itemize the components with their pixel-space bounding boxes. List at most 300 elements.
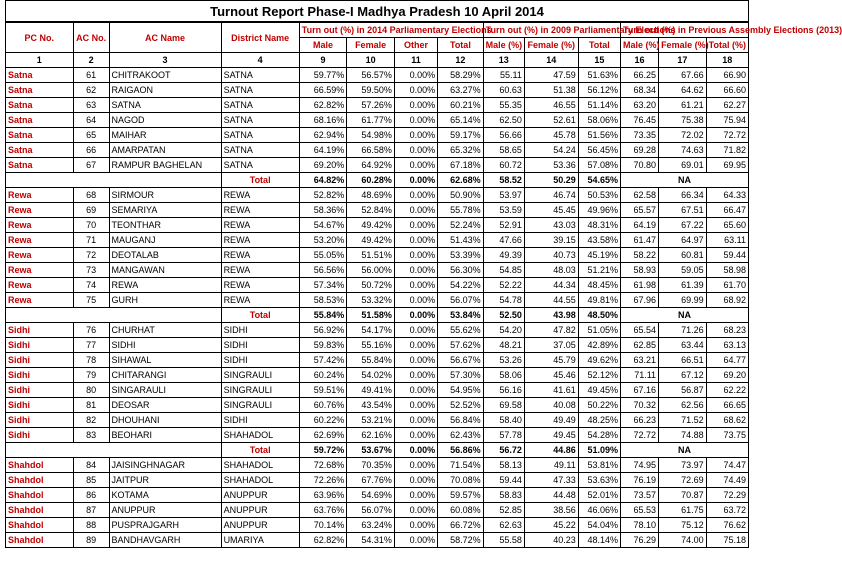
cell-male-2009: 52.22 (483, 278, 524, 293)
cell-ac-name: MAUGANJ (109, 233, 221, 248)
cell-ac-name: DHOUHANI (109, 413, 221, 428)
cell-male-2013: 70.32 (621, 398, 659, 413)
cell-ac-name: RAIGAON (109, 83, 221, 98)
cell-female-2013: 67.66 (659, 68, 707, 83)
cell-female-2014: 54.02% (347, 368, 395, 383)
cell-male-2009: 53.59 (483, 203, 524, 218)
cell-other-2014: 0.00% (394, 278, 437, 293)
column-number: 15 (578, 53, 620, 68)
cell-pc-name: Shahdol (6, 488, 74, 503)
cell-total-2009: 53.63% (578, 473, 620, 488)
cell-ac-number: 73 (73, 263, 109, 278)
total-2014: 53.84% (438, 308, 483, 323)
total-blank (6, 443, 222, 458)
cell-ac-number: 76 (73, 323, 109, 338)
cell-female-2013: 61.39 (659, 278, 707, 293)
cell-female-2014: 50.72% (347, 278, 395, 293)
cell-female-2014: 54.17% (347, 323, 395, 338)
cell-male-2013: 72.72 (621, 428, 659, 443)
total-other-2014: 0.00% (394, 308, 437, 323)
cell-total-2014: 65.14% (438, 113, 483, 128)
total-female-2009: 50.29 (524, 173, 578, 188)
total-row (6, 173, 749, 188)
cell-female-2013: 66.51 (659, 353, 707, 368)
cell-male-2013: 78.10 (621, 518, 659, 533)
cell-ac-number: 66 (73, 143, 109, 158)
cell-ac-number: 61 (73, 68, 109, 83)
cell-pc-name: Sidhi (6, 398, 74, 413)
cell-ac-number: 64 (73, 113, 109, 128)
cell-pc-name: Rewa (6, 188, 74, 203)
cell-total-2014: 50.90% (438, 188, 483, 203)
cell-total-2014: 55.62% (438, 323, 483, 338)
cell-female-2009: 45.46 (524, 368, 578, 383)
cell-male-2014: 62.69% (299, 428, 347, 443)
cell-total-2014: 54.22% (438, 278, 483, 293)
table-row (6, 83, 749, 98)
cell-male-2009: 58.65 (483, 143, 524, 158)
cell-ac-name: KOTAMA (109, 488, 221, 503)
table-row (6, 383, 749, 398)
cell-male-2009: 55.35 (483, 98, 524, 113)
cell-pc-name: Satna (6, 113, 74, 128)
cell-total-2013: 66.90 (706, 68, 748, 83)
table-row (6, 413, 749, 428)
cell-ac-number: 83 (73, 428, 109, 443)
cell-pc-name: Sidhi (6, 323, 74, 338)
cell-district-name: SINGRAULI (221, 383, 299, 398)
cell-female-2009: 49.45 (524, 428, 578, 443)
cell-ac-name: SATNA (109, 98, 221, 113)
cell-district-name: SIDHI (221, 413, 299, 428)
cell-female-2013: 62.56 (659, 398, 707, 413)
cell-ac-number: 74 (73, 278, 109, 293)
cell-female-2014: 49.41% (347, 383, 395, 398)
cell-total-2014: 65.32% (438, 143, 483, 158)
cell-male-2013: 74.95 (621, 458, 659, 473)
total-2013-na: NA (621, 443, 749, 458)
cell-other-2014: 0.00% (394, 368, 437, 383)
cell-total-2009: 49.81% (578, 293, 620, 308)
cell-pc-name: Satna (6, 83, 74, 98)
cell-district-name: SATNA (221, 128, 299, 143)
cell-female-2009: 40.08 (524, 398, 578, 413)
cell-total-2014: 59.57% (438, 488, 483, 503)
cell-female-2009: 40.23 (524, 533, 578, 548)
cell-female-2009: 38.56 (524, 503, 578, 518)
cell-female-2013: 69.99 (659, 293, 707, 308)
cell-ac-name: CHURHAT (109, 323, 221, 338)
cell-male-2009: 58.06 (483, 368, 524, 383)
cell-ac-number: 86 (73, 488, 109, 503)
cell-ac-number: 71 (73, 233, 109, 248)
table-body (6, 23, 842, 548)
cell-male-2013: 70.80 (621, 158, 659, 173)
cell-female-2014: 70.35% (347, 458, 395, 473)
cell-district-name: SIDHI (221, 323, 299, 338)
total-2014: 62.68% (438, 173, 483, 188)
header-ac-name: AC Name (109, 23, 221, 53)
cell-ac-number: 89 (73, 533, 109, 548)
cell-ac-name: RAMPUR BAGHELAN (109, 158, 221, 173)
total-female-2009: 44.86 (524, 443, 578, 458)
cell-male-2009: 48.21 (483, 338, 524, 353)
cell-female-2009: 45.78 (524, 128, 578, 143)
cell-total-2014: 60.21% (438, 98, 483, 113)
cell-male-2014: 64.19% (299, 143, 347, 158)
cell-male-2013: 65.53 (621, 503, 659, 518)
table-row (6, 203, 749, 218)
report-title: Turnout Report Phase-I Madhya Pradesh 10 April 2014 (5, 0, 749, 22)
cell-male-2009: 62.50 (483, 113, 524, 128)
cell-male-2014: 59.83% (299, 338, 347, 353)
cell-total-2009: 49.96% (578, 203, 620, 218)
column-number: 11 (394, 53, 437, 68)
cell-total-2013: 69.20 (706, 368, 748, 383)
cell-district-name: SIDHI (221, 338, 299, 353)
cell-other-2014: 0.00% (394, 473, 437, 488)
total-label: Total (221, 443, 299, 458)
cell-male-2013: 69.28 (621, 143, 659, 158)
table-row (6, 128, 749, 143)
cell-total-2013: 74.47 (706, 458, 748, 473)
cell-total-2009: 52.01% (578, 488, 620, 503)
table-row (6, 488, 749, 503)
cell-female-2009: 45.22 (524, 518, 578, 533)
cell-ac-name: NAGOD (109, 113, 221, 128)
cell-district-name: SHAHADOL (221, 458, 299, 473)
cell-female-2009: 54.24 (524, 143, 578, 158)
cell-ac-number: 63 (73, 98, 109, 113)
cell-male-2013: 62.85 (621, 338, 659, 353)
total-female-2014: 60.28% (347, 173, 395, 188)
cell-female-2013: 59.05 (659, 263, 707, 278)
cell-male-2013: 61.47 (621, 233, 659, 248)
cell-female-2009: 47.33 (524, 473, 578, 488)
cell-total-2009: 49.62% (578, 353, 620, 368)
cell-other-2014: 0.00% (394, 83, 437, 98)
total-female-2014: 51.58% (347, 308, 395, 323)
cell-other-2014: 0.00% (394, 383, 437, 398)
cell-total-2013: 75.94 (706, 113, 748, 128)
cell-female-2009: 44.48 (524, 488, 578, 503)
cell-male-2009: 54.85 (483, 263, 524, 278)
cell-other-2014: 0.00% (394, 188, 437, 203)
cell-male-2013: 76.29 (621, 533, 659, 548)
cell-other-2014: 0.00% (394, 413, 437, 428)
cell-male-2013: 58.93 (621, 263, 659, 278)
cell-ac-name: SIDHI (109, 338, 221, 353)
total-male-2014: 55.84% (299, 308, 347, 323)
cell-male-2014: 59.51% (299, 383, 347, 398)
cell-pc-name: Satna (6, 98, 74, 113)
cell-male-2013: 76.45 (621, 113, 659, 128)
cell-total-2009: 53.81% (578, 458, 620, 473)
column-number: 4 (221, 53, 299, 68)
cell-male-2013: 68.34 (621, 83, 659, 98)
cell-male-2014: 72.26% (299, 473, 347, 488)
cell-male-2013: 62.58 (621, 188, 659, 203)
cell-district-name: REWA (221, 293, 299, 308)
cell-male-2014: 59.77% (299, 68, 347, 83)
cell-female-2009: 46.74 (524, 188, 578, 203)
cell-female-2009: 44.55 (524, 293, 578, 308)
subheader-cell: Male (%) (621, 38, 659, 53)
cell-male-2009: 54.20 (483, 323, 524, 338)
header-ac-no: AC No. (73, 23, 109, 53)
cell-ac-name: GURH (109, 293, 221, 308)
cell-female-2014: 51.51% (347, 248, 395, 263)
cell-female-2014: 43.54% (347, 398, 395, 413)
cell-ac-name: MAIHAR (109, 128, 221, 143)
total-female-2014: 53.67% (347, 443, 395, 458)
cell-total-2013: 62.22 (706, 383, 748, 398)
table-row (6, 158, 749, 173)
total-female-2009: 43.98 (524, 308, 578, 323)
cell-male-2009: 53.97 (483, 188, 524, 203)
subheader-cell: Female (347, 38, 395, 53)
cell-female-2013: 67.51 (659, 203, 707, 218)
cell-female-2014: 56.00% (347, 263, 395, 278)
cell-male-2013: 71.11 (621, 368, 659, 383)
cell-male-2014: 68.16% (299, 113, 347, 128)
cell-total-2014: 71.54% (438, 458, 483, 473)
cell-male-2014: 52.82% (299, 188, 347, 203)
cell-district-name: SATNA (221, 113, 299, 128)
cell-total-2013: 58.98 (706, 263, 748, 278)
cell-district-name: REWA (221, 263, 299, 278)
subheader-cell: Other (394, 38, 437, 53)
table-row (6, 143, 749, 158)
cell-pc-name: Sidhi (6, 413, 74, 428)
cell-total-2009: 51.05% (578, 323, 620, 338)
cell-other-2014: 0.00% (394, 428, 437, 443)
cell-male-2009: 58.83 (483, 488, 524, 503)
cell-female-2013: 73.97 (659, 458, 707, 473)
cell-female-2013: 67.12 (659, 368, 707, 383)
header-2009-group: Turn out (%) in 2009 Parliamentary Elections (483, 23, 620, 38)
cell-female-2014: 55.84% (347, 353, 395, 368)
cell-total-2013: 69.95 (706, 158, 748, 173)
cell-female-2009: 48.03 (524, 263, 578, 278)
cell-pc-name: Rewa (6, 218, 74, 233)
cell-district-name: SHAHADOL (221, 428, 299, 443)
cell-female-2013: 60.81 (659, 248, 707, 263)
table-row (6, 113, 749, 128)
table-row (6, 338, 749, 353)
table-row (6, 353, 749, 368)
cell-male-2009: 56.16 (483, 383, 524, 398)
cell-total-2013: 66.47 (706, 203, 748, 218)
cell-male-2009: 69.58 (483, 398, 524, 413)
cell-ac-name: ANUPPUR (109, 503, 221, 518)
cell-total-2014: 59.17% (438, 128, 483, 143)
cell-male-2014: 63.96% (299, 488, 347, 503)
total-2009: 51.09% (578, 443, 620, 458)
cell-total-2009: 52.12% (578, 368, 620, 383)
cell-pc-name: Shahdol (6, 518, 74, 533)
cell-male-2009: 52.91 (483, 218, 524, 233)
cell-total-2013: 63.13 (706, 338, 748, 353)
cell-ac-name: TEONTHAR (109, 218, 221, 233)
subheader-cell: Total (%) (706, 38, 748, 53)
cell-male-2009: 49.39 (483, 248, 524, 263)
cell-other-2014: 0.00% (394, 518, 437, 533)
cell-female-2014: 54.69% (347, 488, 395, 503)
cell-ac-name: DEOTALAB (109, 248, 221, 263)
cell-male-2009: 54.78 (483, 293, 524, 308)
cell-total-2013: 74.49 (706, 473, 748, 488)
cell-female-2013: 69.01 (659, 158, 707, 173)
table-row (6, 188, 749, 203)
cell-total-2009: 58.06% (578, 113, 620, 128)
cell-male-2014: 62.82% (299, 533, 347, 548)
cell-female-2013: 67.22 (659, 218, 707, 233)
cell-pc-name: Shahdol (6, 533, 74, 548)
cell-other-2014: 0.00% (394, 128, 437, 143)
cell-male-2009: 59.44 (483, 473, 524, 488)
cell-ac-number: 80 (73, 383, 109, 398)
cell-male-2014: 63.76% (299, 503, 347, 518)
cell-total-2014: 66.72% (438, 518, 483, 533)
cell-other-2014: 0.00% (394, 218, 437, 233)
cell-ac-number: 67 (73, 158, 109, 173)
cell-female-2014: 57.26% (347, 98, 395, 113)
table-row (6, 263, 749, 278)
cell-other-2014: 0.00% (394, 293, 437, 308)
table-row (6, 533, 749, 548)
cell-male-2009: 47.66 (483, 233, 524, 248)
cell-male-2013: 61.98 (621, 278, 659, 293)
cell-female-2013: 74.63 (659, 143, 707, 158)
cell-female-2009: 45.45 (524, 203, 578, 218)
cell-total-2009: 50.53% (578, 188, 620, 203)
cell-male-2013: 63.20 (621, 98, 659, 113)
cell-ac-name: AMARPATAN (109, 143, 221, 158)
column-number: 1 (6, 53, 74, 68)
cell-ac-number: 75 (73, 293, 109, 308)
cell-district-name: REWA (221, 248, 299, 263)
cell-total-2014: 60.08% (438, 503, 483, 518)
cell-pc-name: Rewa (6, 278, 74, 293)
cell-female-2014: 55.16% (347, 338, 395, 353)
header-2014-group: Turn out (%) in 2014 Parliamentary Elections (299, 23, 483, 38)
cell-female-2014: 52.84% (347, 203, 395, 218)
cell-total-2009: 48.14% (578, 533, 620, 548)
cell-ac-number: 77 (73, 338, 109, 353)
cell-total-2014: 56.30% (438, 263, 483, 278)
cell-total-2013: 64.77 (706, 353, 748, 368)
cell-district-name: SINGRAULI (221, 398, 299, 413)
cell-male-2009: 55.11 (483, 68, 524, 83)
cell-female-2014: 49.42% (347, 233, 395, 248)
cell-district-name: ANUPPUR (221, 503, 299, 518)
cell-other-2014: 0.00% (394, 203, 437, 218)
cell-total-2009: 50.22% (578, 398, 620, 413)
cell-male-2009: 53.26 (483, 353, 524, 368)
cell-district-name: SATNA (221, 83, 299, 98)
cell-male-2013: 58.22 (621, 248, 659, 263)
cell-total-2014: 57.62% (438, 338, 483, 353)
cell-male-2009: 60.63 (483, 83, 524, 98)
cell-total-2009: 51.56% (578, 128, 620, 143)
cell-male-2009: 60.72 (483, 158, 524, 173)
column-number: 14 (524, 53, 578, 68)
total-male-2009: 58.52 (483, 173, 524, 188)
cell-total-2009: 51.21% (578, 263, 620, 278)
cell-other-2014: 0.00% (394, 233, 437, 248)
cell-female-2013: 75.12 (659, 518, 707, 533)
cell-female-2013: 72.02 (659, 128, 707, 143)
cell-male-2014: 60.24% (299, 368, 347, 383)
cell-pc-name: Rewa (6, 248, 74, 263)
cell-pc-name: Shahdol (6, 503, 74, 518)
cell-female-2009: 43.03 (524, 218, 578, 233)
cell-female-2014: 48.69% (347, 188, 395, 203)
cell-other-2014: 0.00% (394, 503, 437, 518)
table-row (6, 503, 749, 518)
cell-ac-number: 68 (73, 188, 109, 203)
table-row (6, 248, 749, 263)
cell-male-2013: 65.57 (621, 203, 659, 218)
total-other-2014: 0.00% (394, 443, 437, 458)
cell-female-2013: 66.34 (659, 188, 707, 203)
cell-ac-number: 85 (73, 473, 109, 488)
column-number: 17 (659, 53, 707, 68)
cell-other-2014: 0.00% (394, 338, 437, 353)
subheader-cell: Female (%) (524, 38, 578, 53)
cell-total-2013: 61.70 (706, 278, 748, 293)
cell-male-2014: 70.14% (299, 518, 347, 533)
cell-male-2009: 56.66 (483, 128, 524, 143)
cell-ac-number: 81 (73, 398, 109, 413)
cell-other-2014: 0.00% (394, 533, 437, 548)
cell-total-2014: 52.52% (438, 398, 483, 413)
cell-ac-name: REWA (109, 278, 221, 293)
cell-total-2013: 68.62 (706, 413, 748, 428)
cell-total-2009: 51.14% (578, 98, 620, 113)
cell-pc-name: Rewa (6, 233, 74, 248)
cell-female-2014: 67.76% (347, 473, 395, 488)
cell-female-2009: 49.49 (524, 413, 578, 428)
total-other-2014: 0.00% (394, 173, 437, 188)
cell-female-2009: 40.73 (524, 248, 578, 263)
header-pc-no: PC No. (6, 23, 74, 53)
cell-total-2014: 57.30% (438, 368, 483, 383)
cell-total-2013: 59.44 (706, 248, 748, 263)
cell-male-2013: 73.35 (621, 128, 659, 143)
cell-female-2014: 54.31% (347, 533, 395, 548)
total-label: Total (221, 308, 299, 323)
cell-ac-name: SEMARIYA (109, 203, 221, 218)
cell-male-2013: 66.25 (621, 68, 659, 83)
cell-total-2013: 63.11 (706, 233, 748, 248)
cell-male-2009: 62.63 (483, 518, 524, 533)
cell-ac-name: SIRMOUR (109, 188, 221, 203)
cell-total-2014: 62.43% (438, 428, 483, 443)
cell-male-2013: 64.19 (621, 218, 659, 233)
cell-male-2009: 52.85 (483, 503, 524, 518)
table-row (6, 398, 749, 413)
cell-pc-name: Sidhi (6, 383, 74, 398)
turnout-table (5, 22, 842, 548)
cell-total-2014: 55.78% (438, 203, 483, 218)
table-row (6, 518, 749, 533)
cell-ac-name: SIHAWAL (109, 353, 221, 368)
cell-pc-name: Rewa (6, 263, 74, 278)
cell-total-2009: 54.04% (578, 518, 620, 533)
cell-ac-name: CHITARANGI (109, 368, 221, 383)
